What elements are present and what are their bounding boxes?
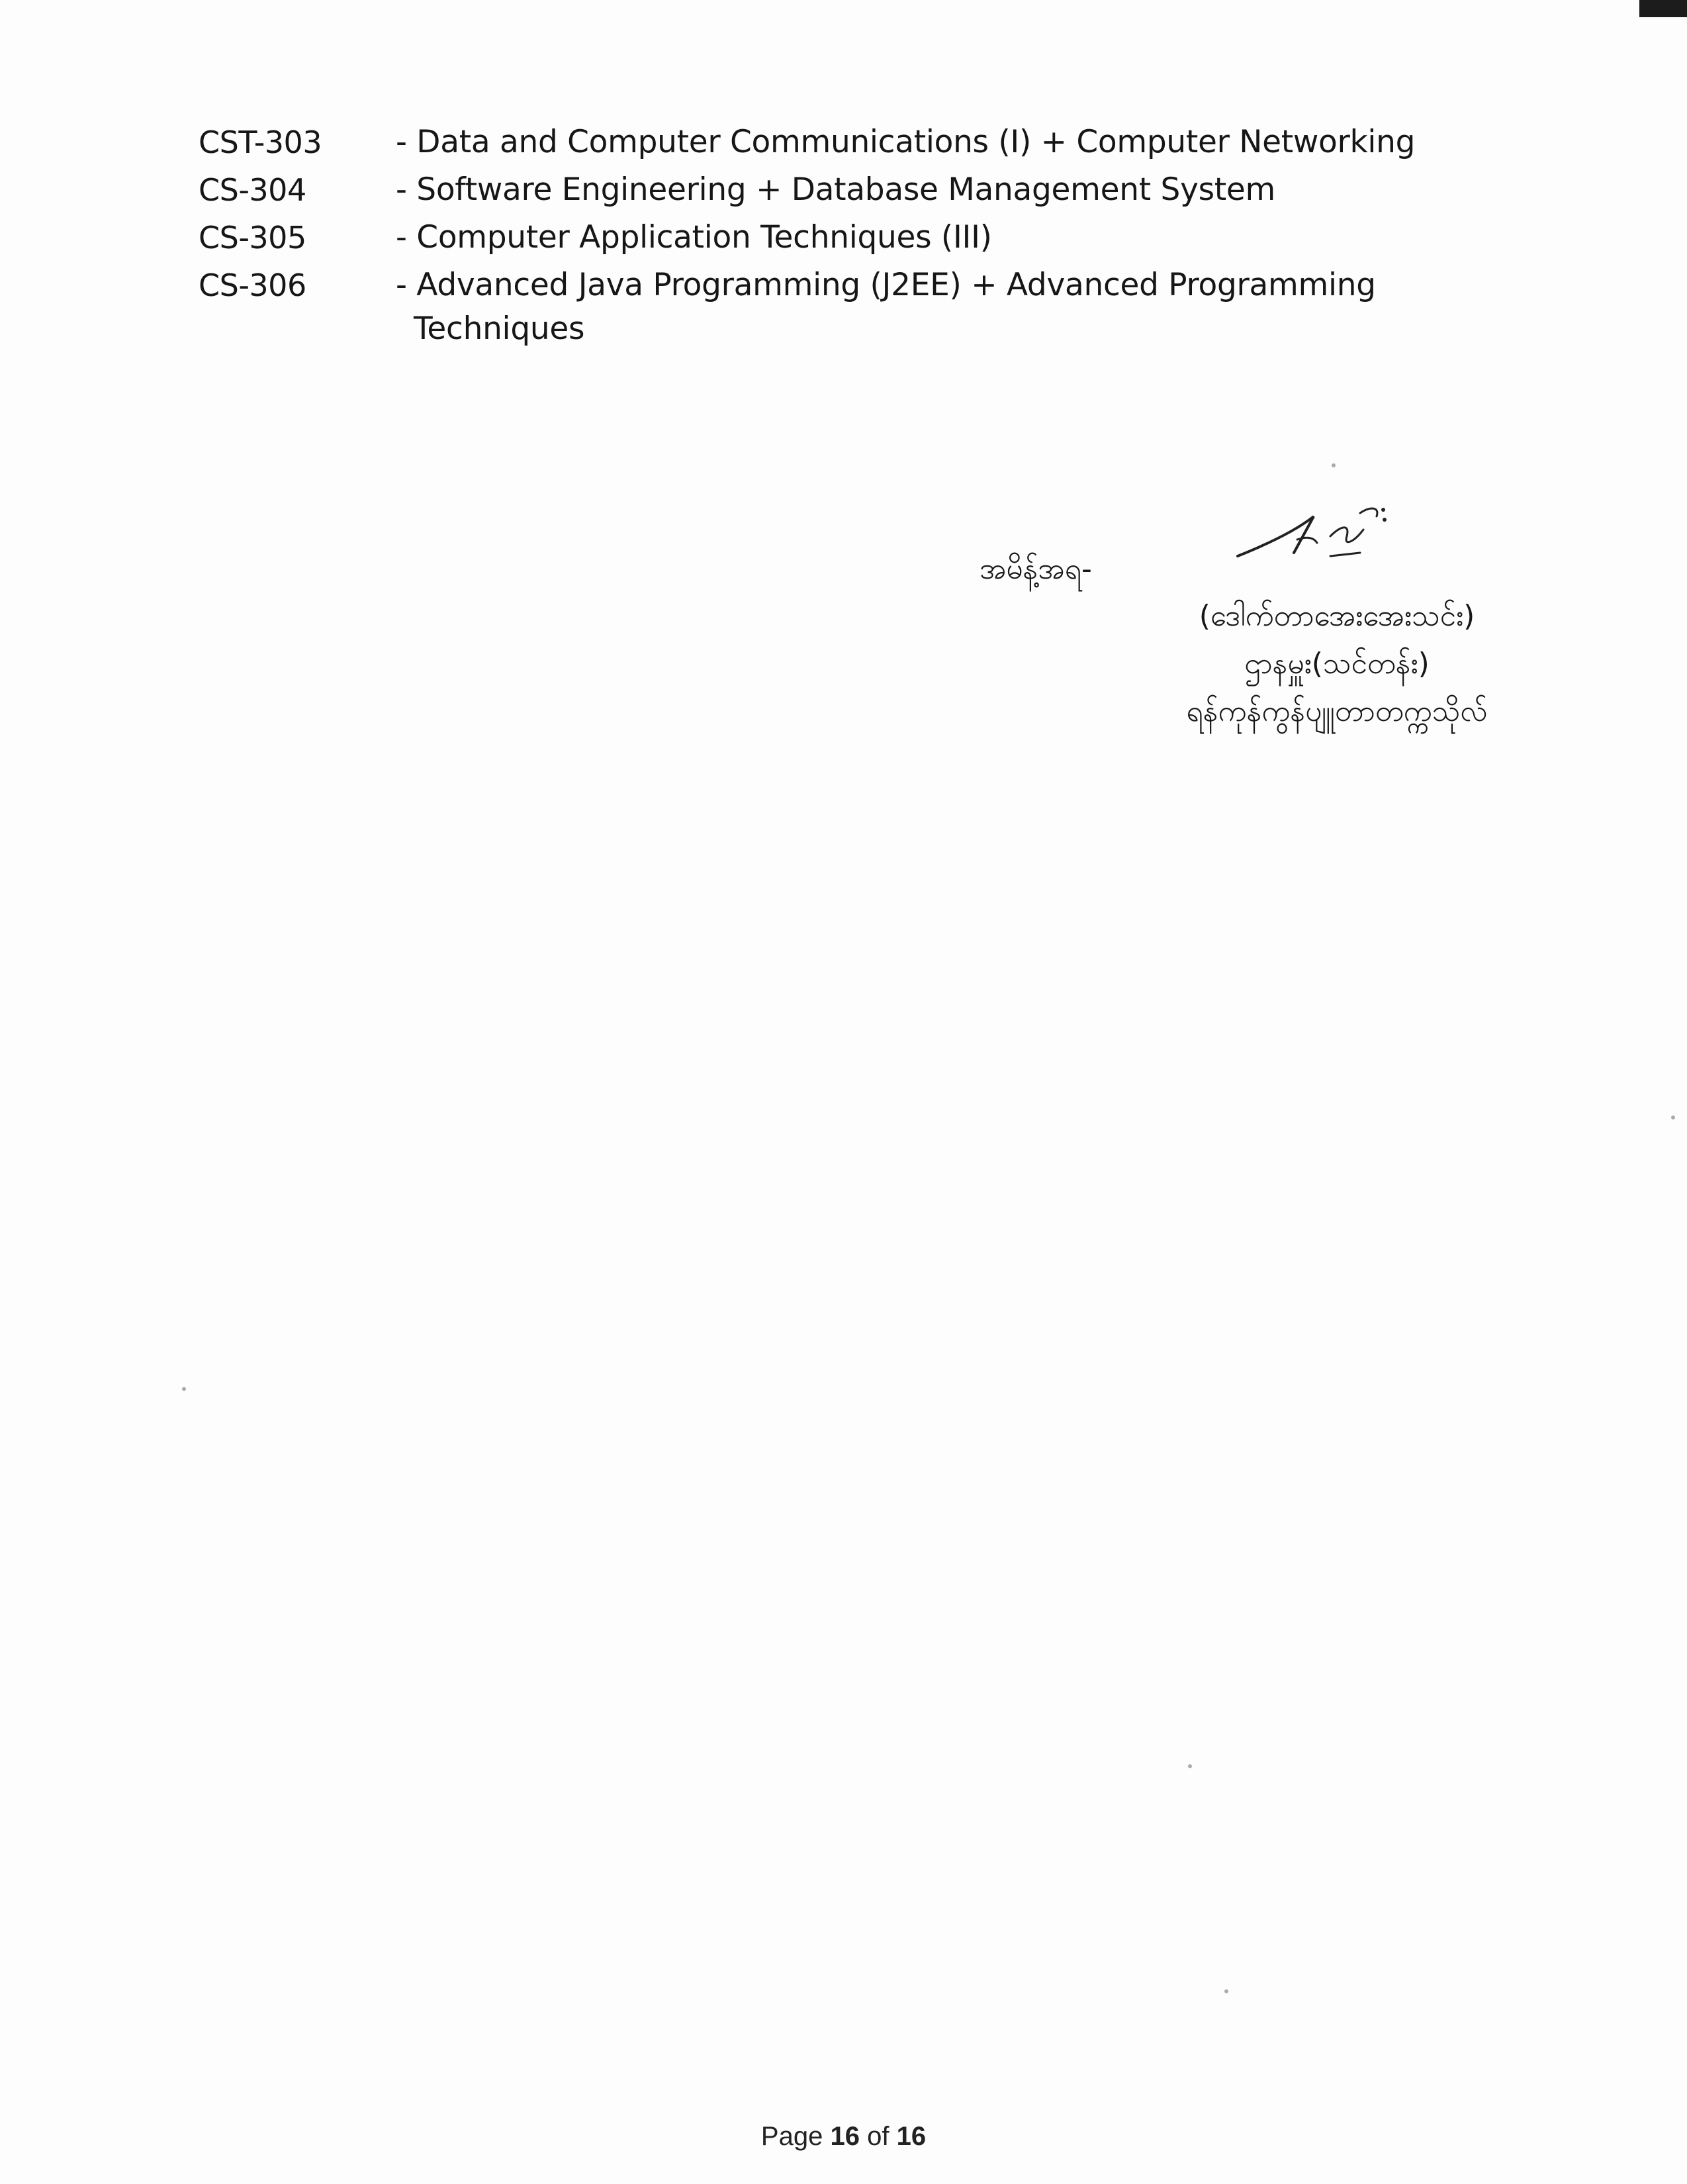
scan-speck — [1671, 1116, 1675, 1119]
course-title — [396, 216, 1456, 260]
scan-speck — [1188, 1764, 1192, 1768]
course-code: CS-304 — [199, 172, 306, 208]
course-title — [396, 168, 1456, 212]
course-title-text: - Advanced Java Programming (J2EE) + Advanced Programming — [396, 267, 1376, 303]
course-title-continuation: Techniques — [414, 310, 585, 347]
scan-speck — [182, 1387, 186, 1391]
signer-name: (ဒေါက်တာအေးအေးသင်း) — [1199, 599, 1475, 633]
current-page-number: 16 — [830, 2122, 860, 2151]
course-list — [199, 120, 1456, 355]
handwritten-signature — [1231, 490, 1403, 569]
course-code: CS-305 — [199, 220, 306, 256]
by-order-label: အမိန့်အရ- — [980, 552, 1092, 586]
scan-speck — [1224, 1989, 1228, 1993]
scan-edge-mark — [1639, 0, 1687, 17]
course-title — [396, 263, 1456, 351]
course-title — [396, 120, 1456, 164]
course-code: CST-303 — [199, 124, 322, 160]
course-row — [199, 120, 1456, 164]
course-title-text: - Data and Computer Communications (I) + Computer Networking — [396, 124, 1416, 160]
scan-speck — [1332, 463, 1336, 467]
course-row — [199, 263, 1456, 351]
page-label: Page — [760, 2122, 823, 2151]
page-of-label: of — [867, 2122, 889, 2151]
course-title-text: - Computer Application Techniques (III) — [396, 219, 992, 256]
signature-block — [980, 490, 1549, 755]
course-row — [199, 216, 1456, 260]
page-footer — [0, 2122, 1687, 2152]
course-row — [199, 168, 1456, 212]
course-title-text: - Software Engineering + Database Management System — [396, 171, 1275, 208]
signer-details — [1138, 593, 1535, 736]
total-page-count: 16 — [896, 2122, 927, 2151]
course-code: CS-306 — [199, 267, 306, 303]
signer-organization: ရန်ကုန်ကွန်ပျူတာတက္ကသိုလ် — [1186, 694, 1488, 728]
signer-title: ဌာနမှူး(သင်တန်း) — [1244, 647, 1430, 681]
